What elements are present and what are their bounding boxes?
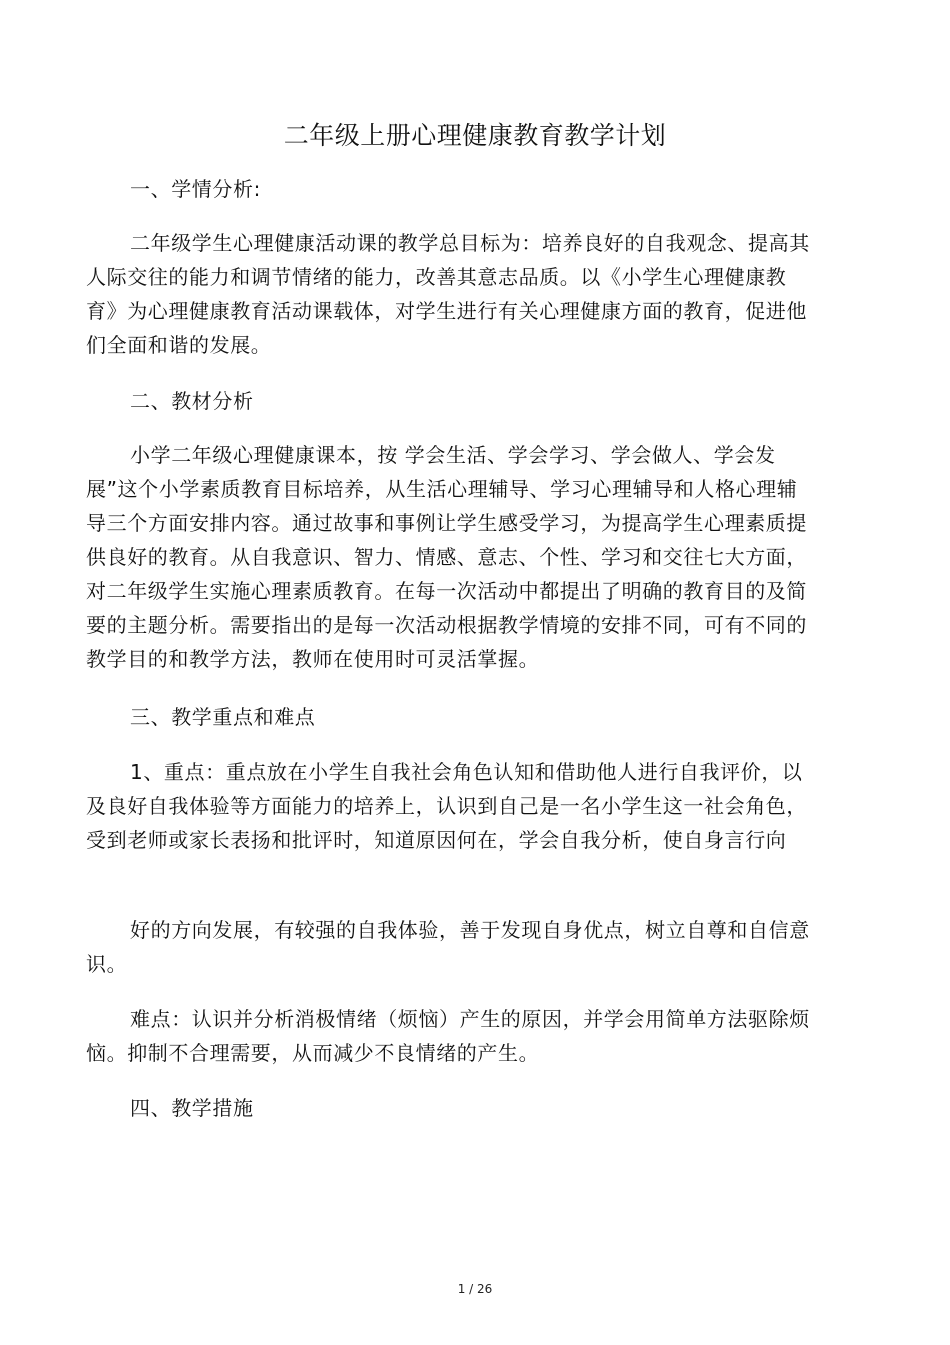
section-heading-1: 一、学情分析: [130, 177, 261, 201]
document-title: 二年级上册心理健康教育教学计划 [283, 121, 667, 150]
paragraph-5: 难点：认识并分析消极情绪（烦恼）产生的原因，并学会用简单方法驱除烦恼。抑制不合理需要，从而减少不良情绪的产生。 [86, 1007, 810, 1065]
paragraph-2: 小学二年级心理健康课本，按 学会生活、学会学习、学会做人、学会发展”这个小学素质教育目标培养，从生活心理辅导、学习心理辅导和人格心理辅导三个方面安排内容。通过故事和事例让学生感受学习，为提高学生心理素质提供良好的教育。从自我意识、智力、情感、意志、个性、学习和交往七大方面，对二年级学生实施心理素质教育。在每一次活动中都提出了明确的教育目的及简要的主题分析。需要指出的是每一次活动根据教学情境的安排不同，可有不同的教学目的和教学方法，教师在使用时可灵活掌握。 [86, 443, 807, 671]
paragraph-4: 好的方向发展，有较强的自我体验，善于发现自身优点，树立自尊和自信意识。 [86, 918, 810, 976]
section-heading-4: 四、教学措施 [130, 1096, 254, 1120]
paragraph-3: 1、重点：重点放在小学生自我社会角色认知和借助他人进行自我评价，以及良好自我体验等方面能力的培养上，认识到自己是一名小学生这一社会角色，受到老师或家长表扬和批评时，知道原因何在，学会自我分析，使自身言行向 [86, 760, 807, 852]
section-heading-3: 三、教学重点和难点 [130, 705, 316, 729]
page-number: 1 / 26 [457, 1282, 493, 1296]
paragraph-1: 二年级学生心理健康活动课的教学总目标为：培养良好的自我观念、提高其人际交往的能力和调节情绪的能力，改善其意志品质。以《小学生心理健康教育》为心理健康教育活动课载体，对学生进行有关心理健康方面的教育，促进他们全面和谐的发展。 [86, 231, 810, 357]
section-heading-2: 二、教材分析 [130, 389, 254, 413]
